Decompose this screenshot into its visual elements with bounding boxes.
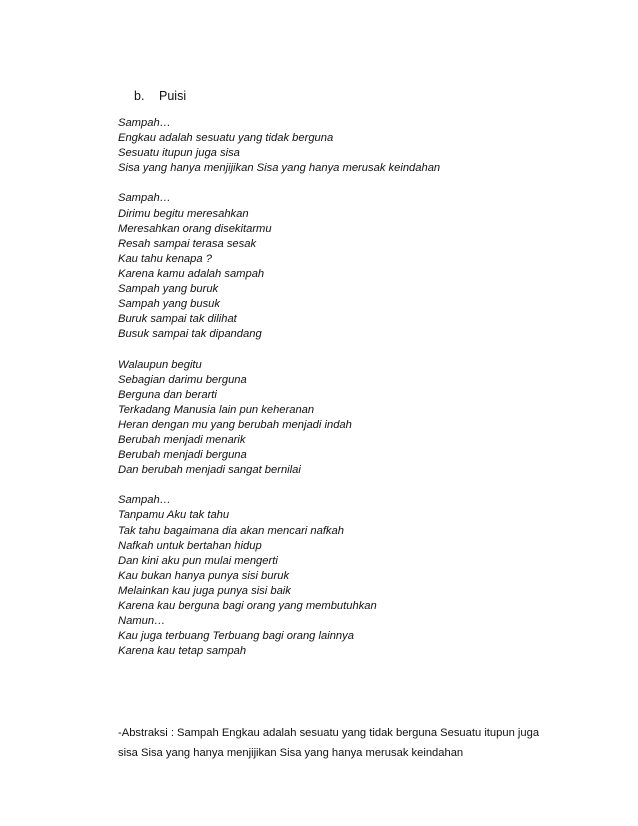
poem-line: Meresahkan orang disekitarmu [118,222,272,235]
poem-line: Sampah yang busuk [118,298,220,311]
poem-line: Sampah yang buruk [118,283,219,296]
poem-line: Busuk sampai tak dipandang [118,328,262,341]
poem-line: Sampah… [118,117,171,129]
poem-line: Nafkah untuk bertahan hidup [118,539,262,552]
poem-line: Karena kau tetap sampah [118,645,247,658]
poem-line: Sisa yang hanya menjijikan Sisa yang hanya merusak keindahan [118,162,441,175]
poem-line: Buruk sampai tak dilihat [118,313,237,326]
poem-line: Berubah menjadi menarik [118,433,246,446]
poem-line: Sesuatu itupun juga sisa [118,147,240,160]
poem [118,116,538,674]
poem-line: Walaupun begitu [118,358,202,371]
poem-stanza [118,116,538,176]
poem-line: Heran dengan mu yang berubah menjadi indah [118,418,352,431]
poem-stanza [118,191,538,342]
poem-line: Sebagian darimu berguna [118,373,247,386]
poem-line: Berguna dan berarti [118,388,217,401]
poem-line: Karena kau berguna bagi orang yang membutuhkan [118,600,377,612]
abstract-paragraph: -Abstraksi : Sampah Engkau adalah sesuatu yang tidak berguna Sesuatu itupun juga sisa Sisa yang hanya menjijikan Sisa yang hanya merusak keindahan [118,727,540,760]
poem-line: Terkadang Manusia lain pun keheranan [118,403,315,416]
poem-line: Engkau adalah sesuatu yang tidak berguna [118,132,334,145]
poem-line: Kau bukan hanya punya sisi buruk [118,569,290,582]
poem-line: Melainkan kau juga punya sisi baik [118,584,291,597]
poem-line: Tak tahu bagaimana dia akan mencari nafkah [118,524,344,537]
poem-line: Namun… [118,615,166,628]
poem-line: Karena kamu adalah sampah [118,267,265,280]
poem-line: Dan berubah menjadi sangat bernilai [118,464,301,477]
section-heading [134,88,186,104]
list-marker: b. [134,89,145,103]
poem-line: Tanpamu Aku tak tahu [118,509,230,522]
poem-line: Kau tahu kenapa ? [118,252,212,265]
poem-line: Dirimu begitu meresahkan [118,207,249,220]
poem-stanza [118,358,538,479]
poem-line: Kau juga terbuang Terbuang bagi orang lainnya [118,630,354,643]
poem-line: Dan kini aku pun mulai mengerti [118,554,278,567]
poem-line: Resah sampai terasa sesak [118,237,257,250]
poem-line: Berubah menjadi berguna [118,449,247,462]
poem-line: Sampah… [118,192,171,205]
poem-stanza [118,493,538,659]
section-title: Puisi [159,89,187,103]
poem-line: Sampah… [118,494,171,507]
